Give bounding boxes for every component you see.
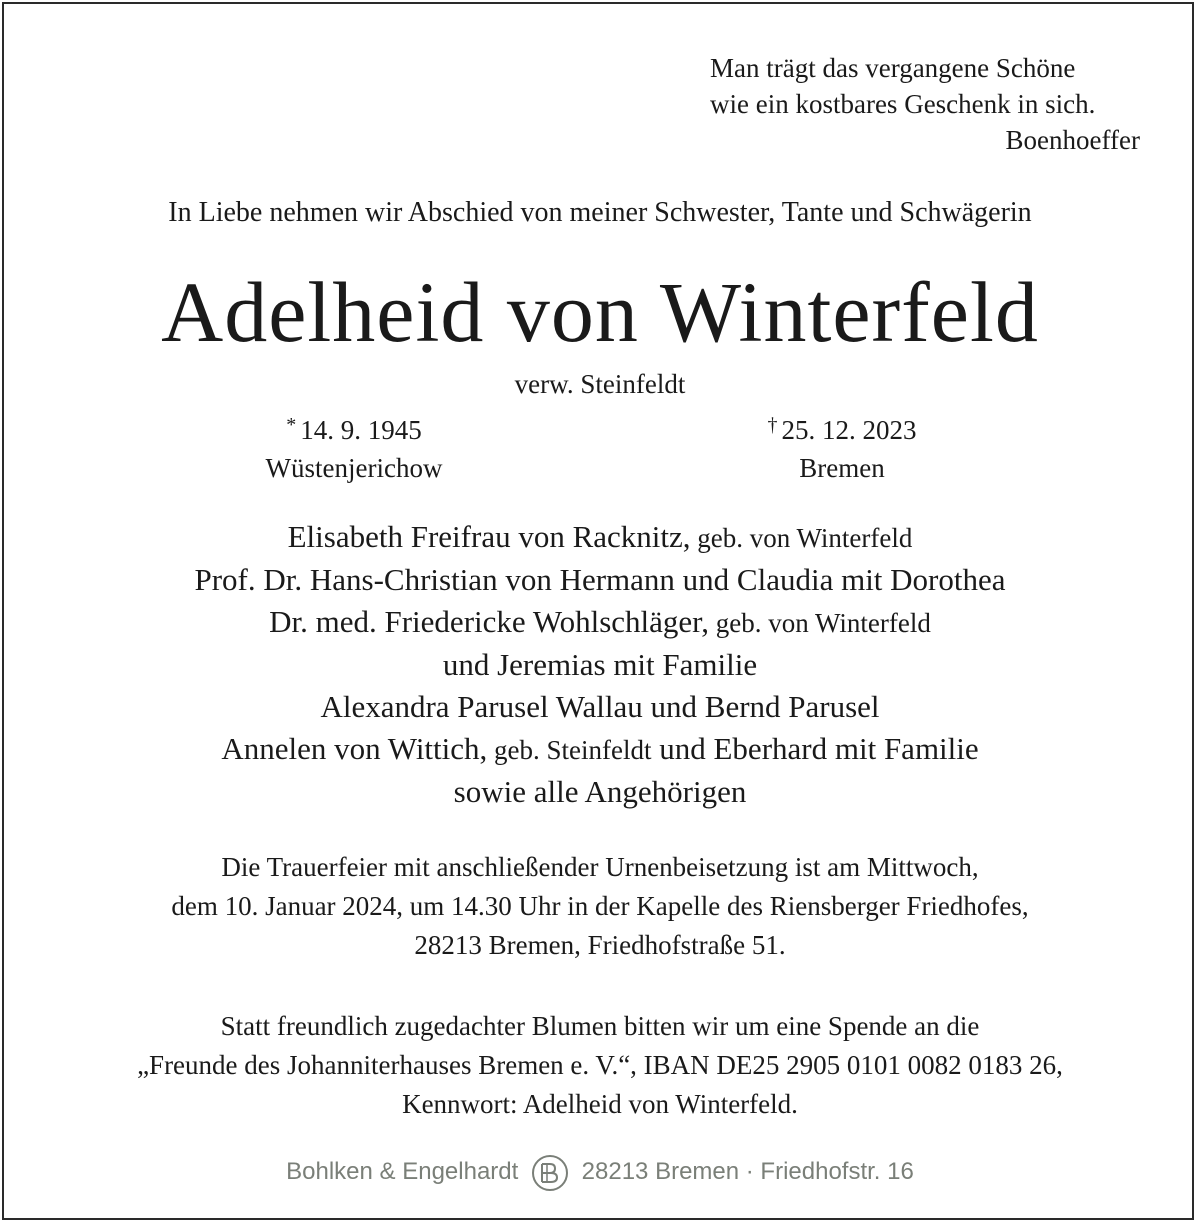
quote-line: wie ein kostbares Geschenk in sich. bbox=[710, 89, 1096, 119]
birth-date: 14. 9. 1945 bbox=[300, 415, 422, 445]
donation-line: „Freunde des Johanniterhauses Bremen e. V.“, IBAN DE25 2905 0101 0082 0183 26, bbox=[137, 1050, 1063, 1080]
death-info bbox=[642, 406, 1042, 487]
death-cross-icon: † bbox=[767, 414, 778, 436]
quote-line: Man trägt das vergangene Schöne bbox=[710, 53, 1076, 83]
birth-star-icon: * bbox=[286, 414, 297, 436]
quote-author: Boenhoeffer bbox=[1005, 125, 1140, 155]
donation-line: Statt freundlich zugedachter Blumen bitten wir um eine Spende an die bbox=[220, 1011, 980, 1041]
mourner-line: Alexandra Parusel Wallau und Bernd Parusel bbox=[320, 689, 880, 724]
donation-line: Kennwort: Adelheid von Winterfeld. bbox=[402, 1089, 798, 1119]
mourner-line: Elisabeth Freifrau von Racknitz, geb. von Winterfeld bbox=[287, 519, 913, 554]
birth-place: Wüstenjerichow bbox=[265, 453, 443, 483]
mourners-list bbox=[0, 516, 1200, 813]
mourner-line: und Jeremias mit Familie bbox=[442, 647, 758, 682]
company-logo-icon bbox=[531, 1154, 569, 1192]
mourner-line: Annelen von Wittich, geb. Steinfeldt und Eberhard mit Familie bbox=[221, 731, 979, 766]
intro-text: In Liebe nehmen wir Abschied von meiner Schwester, Tante und Schwägerin bbox=[168, 197, 1032, 228]
ceremony-line: Die Trauerfeier mit anschließender Urnenbeisetzung ist am Mittwoch, bbox=[221, 852, 979, 882]
donation-info bbox=[0, 1007, 1200, 1124]
deceased-name: Adelheid von Winterfeld bbox=[161, 264, 1039, 360]
death-place: Bremen bbox=[799, 453, 885, 483]
birth-info bbox=[154, 406, 554, 487]
mourner-line: Prof. Dr. Hans-Christian von Hermann und Claudia mit Dorothea bbox=[194, 562, 1006, 597]
death-date: 25. 12. 2023 bbox=[781, 415, 917, 445]
epigraph-quote bbox=[710, 50, 1140, 158]
ceremony-info bbox=[0, 848, 1200, 965]
ceremony-line: 28213 Bremen, Friedhofstraße 51. bbox=[414, 930, 786, 960]
ceremony-line: dem 10. Januar 2024, um 14.30 Uhr in der Kapelle des Riensberger Friedhofes, bbox=[171, 891, 1029, 921]
mourner-line: Dr. med. Friedericke Wohlschläger, geb. von Winterfeld bbox=[269, 604, 931, 639]
company-address: 28213 Bremen · Friedhofstr. 16 bbox=[581, 1158, 914, 1185]
mourner-line: sowie alle Angehörigen bbox=[453, 774, 747, 809]
company-name: Bohlken & Engelhardt bbox=[286, 1158, 519, 1185]
widowed-name: verw. Steinfeldt bbox=[514, 369, 686, 399]
funeral-home-footer bbox=[0, 1150, 1200, 1194]
